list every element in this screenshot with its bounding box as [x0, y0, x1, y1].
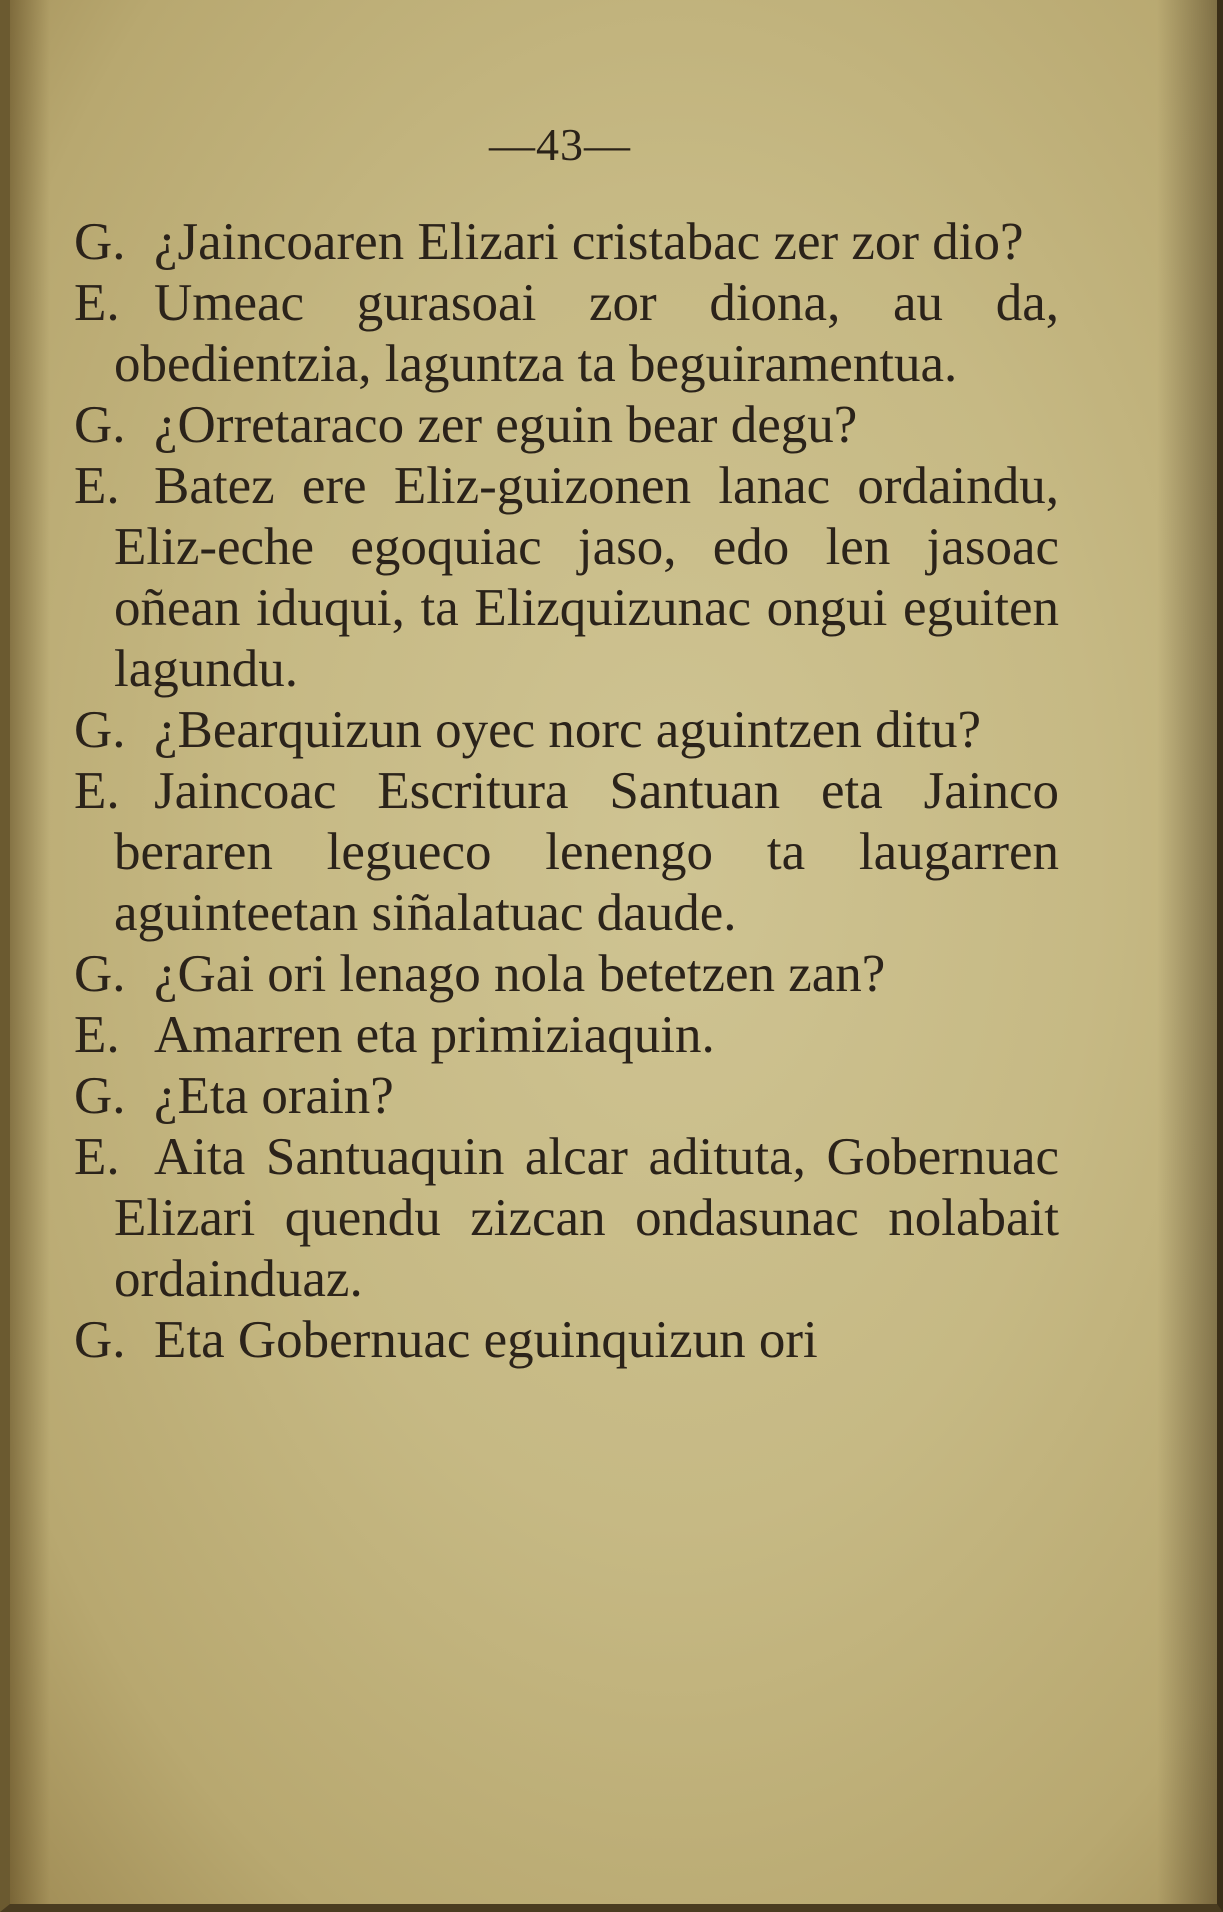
- dialogue-text: [74, 212, 1059, 1371]
- entry-text: Eta Gobernuac eguinquizun ori: [154, 1311, 818, 1369]
- dialogue-entry: [74, 1005, 1059, 1066]
- dialogue-entry: [74, 395, 1059, 456]
- entry-text: ¿Orretaraco zer eguin bear degu?: [154, 396, 858, 454]
- dialogue-entry: [74, 273, 1059, 395]
- dialogue-entry: [74, 1310, 1059, 1371]
- speaker-label: G.: [74, 396, 126, 454]
- speaker-label: E.: [74, 762, 120, 820]
- entry-text: Batez ere Eliz-guizonen lanac ordaindu, Eliz-eche egoquiac jaso, edo len jasoac oñean iduqui, ta Elizquizunac ongui eguiten lagundu.: [114, 457, 1059, 698]
- speaker-label: E.: [74, 1128, 120, 1186]
- dialogue-entry: [74, 700, 1059, 761]
- speaker-label: E.: [74, 274, 120, 332]
- dialogue-entry: [74, 212, 1059, 273]
- speaker-label: E.: [74, 1006, 120, 1064]
- dialogue-entry: [74, 1127, 1059, 1310]
- entry-text: ¿Eta orain?: [154, 1067, 394, 1125]
- entry-text: ¿Bearquizun oyec norc aguintzen ditu?: [154, 701, 982, 759]
- page-number: —43—: [489, 119, 631, 170]
- speaker-label: E.: [74, 457, 120, 515]
- speaker-label: G.: [74, 1067, 126, 1125]
- speaker-label: G.: [74, 701, 126, 759]
- entry-text: Umeac gurasoai zor diona, au da, obedientzia, laguntza ta beguiramentua.: [114, 274, 1059, 393]
- entry-text: Amarren eta primiziaquin.: [154, 1006, 715, 1064]
- dialogue-entry: [74, 456, 1059, 700]
- dialogue-entry: [74, 1066, 1059, 1127]
- entry-text: ¿Gai ori lenago nola betetzen zan?: [154, 945, 886, 1003]
- speaker-label: G.: [74, 1311, 126, 1369]
- entry-text: Jaincoac Escritura Santuan eta Jainco beraren legueco lenengo ta laugarren aguinteetan siñalatuac daude.: [114, 762, 1059, 942]
- dialogue-entry: [74, 944, 1059, 1005]
- speaker-label: G.: [74, 945, 126, 1003]
- entry-text: Aita Santuaquin alcar adituta, Gobernuac Elizari quendu zizcan ondasunac nolabait ordainduaz.: [114, 1128, 1059, 1308]
- entry-text: ¿Jaincoaren Elizari cristabac zer zor dio?: [154, 213, 1024, 271]
- dialogue-entry: [74, 761, 1059, 944]
- speaker-label: G.: [74, 213, 126, 271]
